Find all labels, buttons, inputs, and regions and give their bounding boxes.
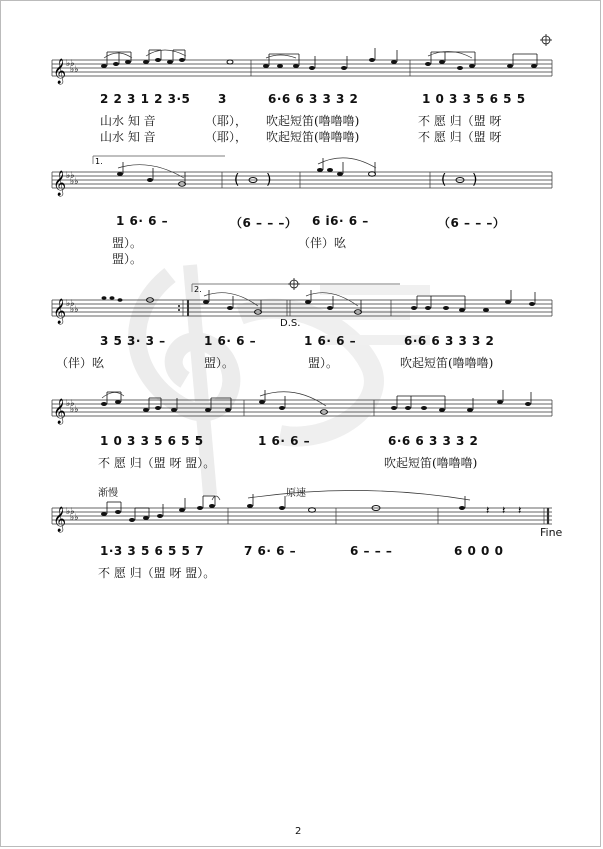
jianpu-measure: 2 2 3 1 2 3·5 [100,92,191,106]
svg-text:♭♭: ♭♭ [66,299,75,309]
numbered-notation-row [0,92,603,114]
jianpu-measure: 1 6· 6 – [204,334,257,348]
jianpu-measure: 1 6· 6 – [304,334,357,348]
jianpu-measure: 6 – – – [350,544,393,558]
svg-text:(: ( [234,172,240,188]
jianpu-measure: 6·6 6 3 3 3 2 [404,334,495,348]
lyric-text: 吹起短笛(噜噜噜) [266,114,360,128]
page-number: 2 [295,826,302,837]
lyric-text: （耶）， [205,130,248,144]
lyrics-row [0,354,603,372]
svg-text:): ) [472,172,478,188]
jianpu-measure: 1·3 3 5 6 5 5 7 [100,544,204,558]
svg-text:(: ( [441,172,447,188]
svg-text:♭♭: ♭♭ [66,399,75,409]
numbered-notation-row [0,434,603,456]
svg-text:𝄞: 𝄞 [53,59,67,84]
jianpu-measure: （6 – – –） [438,216,506,230]
numbered-notation-row [0,214,603,236]
lyric-text: （伴）吆 [56,356,105,370]
jianpu-measure: 3 5 3· 3 – [100,334,166,348]
lyric-text: 不 愿 归（盟 呀 盟）。 [98,456,216,470]
svg-text:♭♭: ♭♭ [70,513,79,523]
jianpu-measure: 1 0 3 3 5 6 5 5 [100,434,204,448]
svg-text:♭♭: ♭♭ [70,305,79,315]
svg-text:𝄽: 𝄽 [518,504,522,517]
jianpu-measure: 7 6· 6 – [244,544,297,558]
jianpu-measure: 1 0 3 3 5 6 5 5 [422,92,526,106]
staff-4 [0,376,603,428]
staff-1 [0,30,603,90]
svg-text:𝄞: 𝄞 [53,171,67,196]
lyric-text: 盟）。 [112,252,143,266]
numbered-notation-row [0,544,603,566]
volta-label: 2. [194,285,202,294]
lyric-text: （伴）吆 [298,236,347,250]
jianpu-measure: 3 [218,92,227,106]
staff-3 [0,276,603,328]
lyric-text: 山水 知 音 [100,130,156,144]
svg-text:♭♭: ♭♭ [66,507,75,517]
tempo-marking: 原速 [286,488,306,499]
svg-text:𝄞: 𝄞 [53,299,67,324]
lyric-text: 不 愿 归（盟 呀 [418,130,502,144]
lyrics-row [0,454,603,472]
svg-text:): ) [266,172,272,188]
staff-2 [0,150,603,200]
jianpu-measure: 6 i6· 6 – [312,214,369,228]
svg-text:𝄽: 𝄽 [486,504,490,517]
svg-text:♭♭: ♭♭ [66,171,75,181]
svg-text:𝄞: 𝄞 [53,399,67,424]
lyric-text: 盟）。 [204,356,235,370]
jianpu-measure: （6 – – –） [230,216,298,230]
lyric-text: 吹起短笛(噜噜噜) [266,130,360,144]
lyric-text: 吹起短笛(噜噜噜) [384,456,478,470]
numbered-notation-row [0,334,603,356]
svg-text:♭♭: ♭♭ [70,405,79,415]
lyrics-row [0,250,603,268]
jianpu-measure: 6·6 6 3 3 3 2 [388,434,479,448]
volta-label: 1. [95,157,103,166]
lyric-text: 山水 知 音 [100,114,156,128]
tempo-marking: 渐慢 [98,488,118,499]
jianpu-measure: 6·6 6 3 3 3 2 [268,92,359,106]
jianpu-measure: 1 6· 6 – [258,434,311,448]
lyrics-row [0,128,603,146]
lyric-text: 吹起短笛(噜噜噜) [400,356,494,370]
jianpu-measure: 1 6· 6 – [116,214,169,228]
lyric-text: 盟）。 [308,356,339,370]
lyric-text: 盟）。 [112,236,143,250]
lyric-text: （耶）， [205,114,248,128]
svg-text:♭♭: ♭♭ [70,65,79,75]
svg-text:𝄽: 𝄽 [502,504,506,517]
lyric-text: 不 愿 归（盟 呀 [418,114,502,128]
jianpu-measure: 6 0 0 0 [454,544,504,558]
fine-marking: Fine [540,526,563,539]
svg-text:♭♭: ♭♭ [70,177,79,187]
lyric-text: 不 愿 归（盟 呀 盟）。 [98,566,216,580]
svg-text:𝄞: 𝄞 [53,507,67,532]
lyrics-row [0,564,603,582]
ds-marking: D.S. [280,318,301,329]
svg-text:♭♭: ♭♭ [66,59,75,69]
staff-5 [0,484,603,536]
